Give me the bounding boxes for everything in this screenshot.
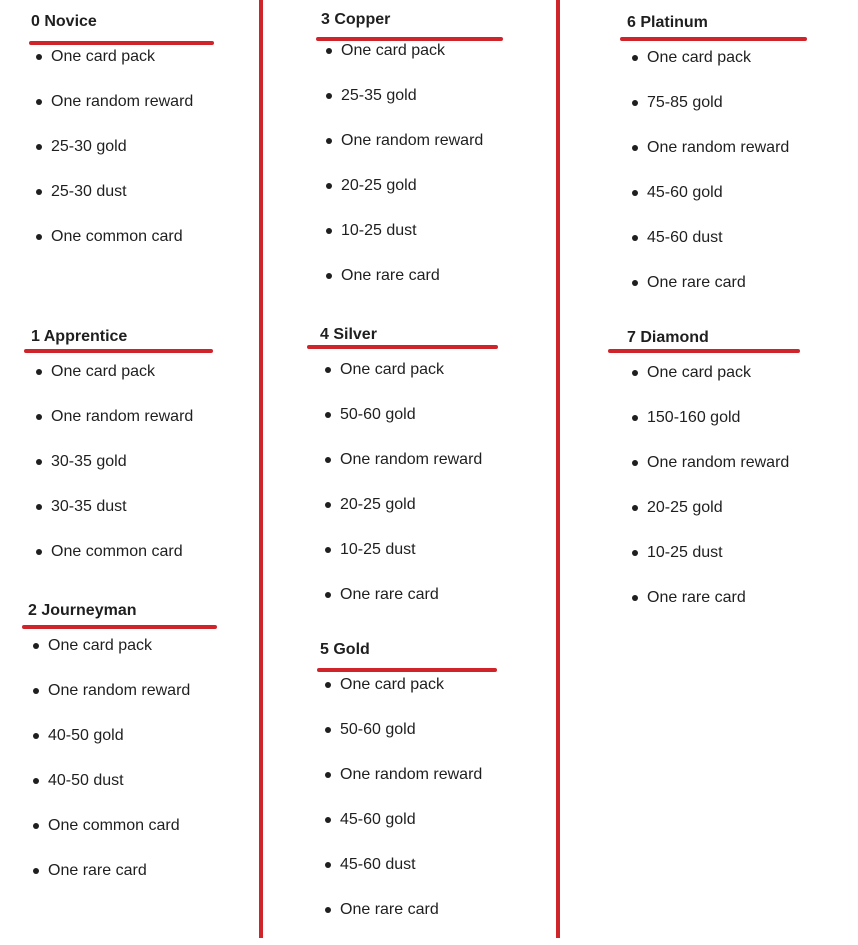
list-item	[28, 816, 190, 861]
reward-label: One rare card	[340, 901, 439, 918]
list-item	[320, 675, 482, 720]
reward-label: One random reward	[51, 408, 194, 425]
list-item	[31, 47, 193, 92]
bullet-icon	[326, 273, 332, 279]
bullet-icon	[325, 907, 331, 913]
list-item	[31, 497, 193, 542]
list-item	[320, 810, 482, 855]
bullet-icon	[632, 505, 638, 511]
tier-title: 6 Platinum	[627, 14, 708, 31]
bullet-icon	[33, 733, 39, 739]
list-item	[320, 450, 482, 495]
reward-list	[320, 675, 482, 945]
reward-list	[627, 363, 789, 633]
reward-label: 10-25 dust	[341, 222, 417, 239]
bullet-icon	[326, 228, 332, 234]
reward-label: One rare card	[647, 274, 746, 291]
tier-title-underline	[24, 349, 213, 353]
bullet-icon	[33, 643, 39, 649]
list-item	[28, 771, 190, 816]
list-item	[320, 585, 482, 630]
bullet-icon	[326, 48, 332, 54]
bullet-icon	[36, 189, 42, 195]
reward-label: One card pack	[647, 364, 752, 381]
list-item	[321, 221, 483, 266]
reward-list	[31, 47, 193, 272]
list-item	[320, 405, 482, 450]
reward-label: 75-85 gold	[647, 94, 723, 111]
reward-list	[28, 636, 190, 906]
list-item	[627, 228, 789, 273]
reward-label: One rare card	[48, 862, 147, 879]
list-item	[321, 131, 483, 176]
bullet-icon	[33, 688, 39, 694]
bullet-icon	[36, 549, 42, 555]
list-item	[627, 543, 789, 588]
reward-label: 25-30 gold	[51, 138, 127, 155]
list-item	[627, 93, 789, 138]
reward-label: One random reward	[647, 454, 790, 471]
list-item	[321, 86, 483, 131]
reward-label: 25-30 dust	[51, 183, 127, 200]
reward-label: 50-60 gold	[340, 406, 416, 423]
reward-label: 45-60 gold	[647, 184, 723, 201]
reward-label: One rare card	[341, 267, 440, 284]
tier-title-underline	[608, 349, 800, 353]
bullet-icon	[33, 823, 39, 829]
bullet-icon	[325, 502, 331, 508]
bullet-icon	[33, 778, 39, 784]
bullet-icon	[325, 592, 331, 598]
reward-label: 30-35 dust	[51, 498, 127, 515]
list-item	[627, 48, 789, 93]
reward-label: One card pack	[340, 676, 445, 693]
bullet-icon	[36, 369, 42, 375]
bullet-icon	[326, 183, 332, 189]
bullet-icon	[632, 145, 638, 151]
reward-label: One random reward	[48, 682, 191, 699]
list-item	[627, 138, 789, 183]
bullet-icon	[36, 54, 42, 60]
bullet-icon	[325, 772, 331, 778]
column-divider-left	[259, 0, 263, 938]
bullet-icon	[325, 412, 331, 418]
list-item	[320, 495, 482, 540]
bullet-icon	[325, 457, 331, 463]
bullet-icon	[632, 460, 638, 466]
tier-title: 0 Novice	[31, 13, 97, 30]
reward-label: One random reward	[51, 93, 194, 110]
list-item	[31, 542, 193, 587]
reward-label: 150-160 gold	[647, 409, 741, 426]
list-item	[627, 453, 789, 498]
list-item	[320, 900, 482, 945]
bullet-icon	[36, 504, 42, 510]
bullet-icon	[632, 190, 638, 196]
bullet-icon	[632, 370, 638, 376]
reward-label: 20-25 gold	[341, 177, 417, 194]
list-item	[31, 407, 193, 452]
tier-title: 3 Copper	[321, 11, 391, 28]
bullet-icon	[325, 862, 331, 868]
list-item	[627, 363, 789, 408]
reward-label: One card pack	[51, 363, 156, 380]
bullet-icon	[632, 280, 638, 286]
list-item	[627, 588, 789, 633]
bullet-icon	[36, 234, 42, 240]
reward-label: 45-60 dust	[647, 229, 723, 246]
list-item	[28, 861, 190, 906]
list-item	[320, 360, 482, 405]
reward-label: One random reward	[647, 139, 790, 156]
column-divider-right	[556, 0, 560, 938]
reward-label: One common card	[51, 543, 183, 560]
reward-label: 20-25 gold	[647, 499, 723, 516]
reward-label: One common card	[48, 817, 180, 834]
reward-label: One card pack	[340, 361, 445, 378]
reward-label: One random reward	[341, 132, 484, 149]
reward-label: One rare card	[647, 589, 746, 606]
reward-label: One rare card	[340, 586, 439, 603]
reward-label: One random reward	[340, 766, 483, 783]
bullet-icon	[632, 100, 638, 106]
list-item	[31, 137, 193, 182]
list-item	[321, 41, 483, 86]
reward-list	[31, 362, 193, 587]
bullet-icon	[325, 682, 331, 688]
tier-title-underline	[22, 625, 217, 629]
list-item	[31, 452, 193, 497]
tier-title: 5 Gold	[320, 641, 370, 658]
reward-label: 40-50 dust	[48, 772, 124, 789]
list-item	[321, 266, 483, 311]
bullet-icon	[33, 868, 39, 874]
bullet-icon	[325, 367, 331, 373]
list-item	[320, 540, 482, 585]
bullet-icon	[36, 144, 42, 150]
reward-list	[321, 41, 483, 311]
bullet-icon	[36, 459, 42, 465]
reward-label: 25-35 gold	[341, 87, 417, 104]
tier-title-underline	[307, 345, 498, 349]
bullet-icon	[326, 93, 332, 99]
list-item	[320, 720, 482, 765]
tier-title: 4 Silver	[320, 326, 377, 343]
reward-list	[627, 48, 789, 318]
reward-label: 10-25 dust	[340, 541, 416, 558]
list-item	[321, 176, 483, 221]
tier-title-underline	[620, 37, 807, 41]
reward-label: One card pack	[51, 48, 156, 65]
tier-title: 2 Journeyman	[28, 602, 137, 619]
reward-label: 50-60 gold	[340, 721, 416, 738]
list-item	[627, 273, 789, 318]
reward-list	[320, 360, 482, 630]
tier-title-underline	[29, 41, 214, 45]
reward-label: One card pack	[647, 49, 752, 66]
list-item	[320, 765, 482, 810]
bullet-icon	[632, 55, 638, 61]
list-item	[31, 182, 193, 227]
list-item	[627, 408, 789, 453]
list-item	[627, 183, 789, 228]
bullet-icon	[632, 415, 638, 421]
list-item	[31, 227, 193, 272]
reward-label: One card pack	[48, 637, 153, 654]
bullet-icon	[632, 235, 638, 241]
bullet-icon	[326, 138, 332, 144]
list-item	[28, 726, 190, 771]
reward-label: 40-50 gold	[48, 727, 124, 744]
bullet-icon	[325, 817, 331, 823]
tier-title: 1 Apprentice	[31, 328, 128, 345]
bullet-icon	[325, 727, 331, 733]
list-item	[320, 855, 482, 900]
bullet-icon	[325, 547, 331, 553]
list-item	[31, 362, 193, 407]
list-item	[31, 92, 193, 137]
bullet-icon	[36, 414, 42, 420]
reward-label: One card pack	[341, 42, 446, 59]
bullet-icon	[632, 550, 638, 556]
reward-label: 45-60 gold	[340, 811, 416, 828]
list-item	[28, 681, 190, 726]
bullet-icon	[632, 595, 638, 601]
reward-label: 45-60 dust	[340, 856, 416, 873]
reward-label: 30-35 gold	[51, 453, 127, 470]
reward-label: 10-25 dust	[647, 544, 723, 561]
reward-label: One common card	[51, 228, 183, 245]
reward-label: One random reward	[340, 451, 483, 468]
tier-title-underline	[317, 668, 497, 672]
list-item	[28, 636, 190, 681]
reward-label: 20-25 gold	[340, 496, 416, 513]
bullet-icon	[36, 99, 42, 105]
tier-title: 7 Diamond	[627, 329, 709, 346]
list-item	[627, 498, 789, 543]
